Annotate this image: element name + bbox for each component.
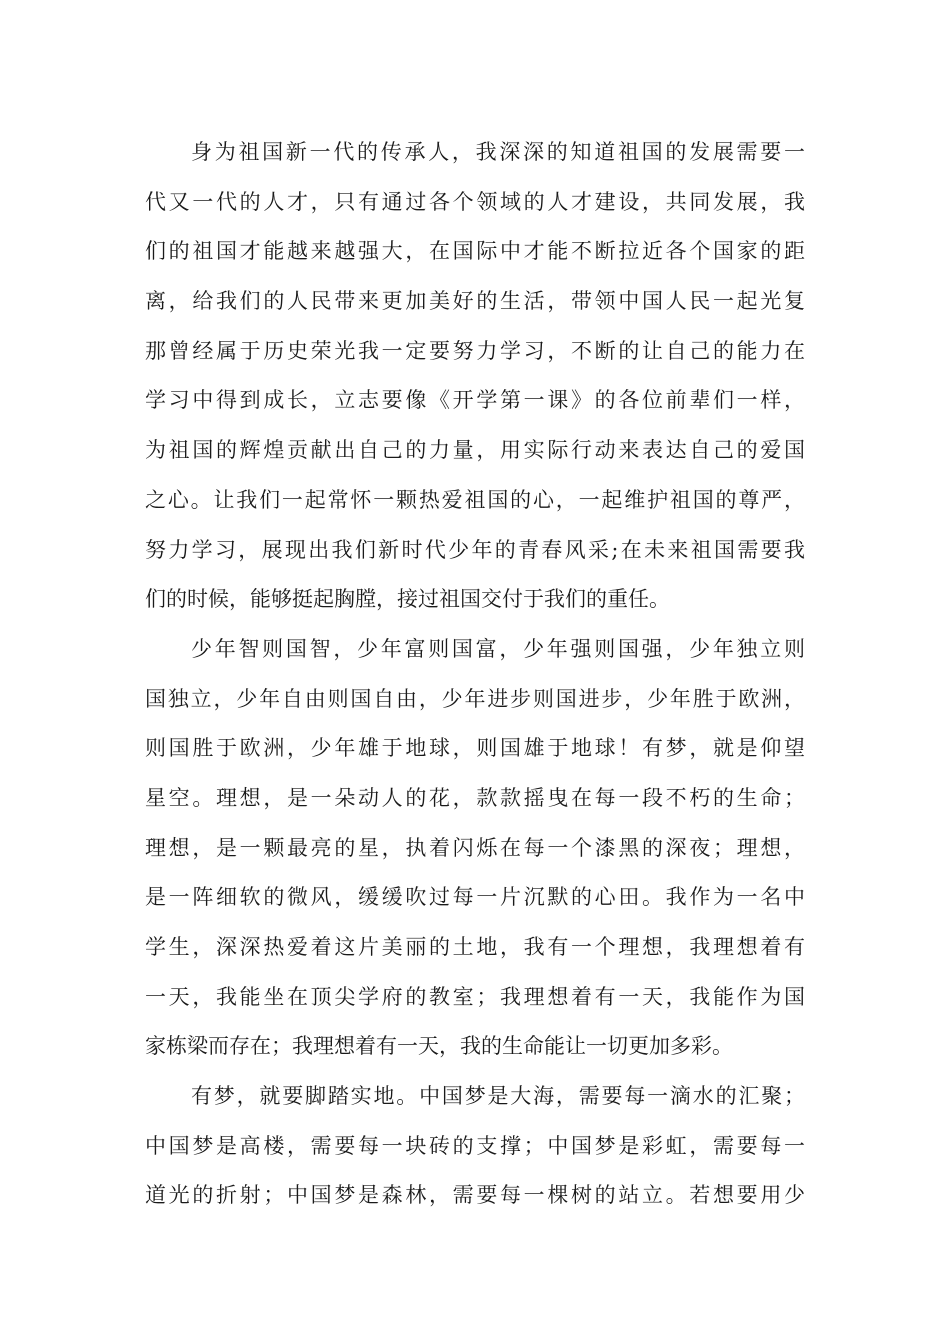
paragraph-2-line-5: 理想，是一颗最亮的星，执着闪烁在每一个漆黑的深夜；理想，	[145, 835, 805, 860]
paragraph-2-line-8: 一天，我能坐在顶尖学府的教室；我理想着有一天，我能作为国	[145, 984, 805, 1009]
paragraph-1-line-4: 离，给我们的人民带来更加美好的生活，带领中国人民一起光复	[145, 289, 805, 314]
paragraph-1-line-7: 为祖国的辉煌贡献出自己的力量，用实际行动来表达自己的爱国	[145, 438, 805, 463]
paragraph-1-line-10: 们的时候，能够挺起胸膛，接过祖国交付于我们的重任。	[145, 587, 670, 612]
document-body	[145, 128, 805, 1221]
paragraph-1-line-1: 身为祖国新一代的传承人，我深深的知道祖国的发展需要一	[191, 140, 805, 164]
paragraph-1-line-5: 那曾经属于历史荣光我一定要努力学习，不断的让自己的能力在	[145, 338, 805, 363]
paragraph-2-line-1: 少年智则国智，少年富则国富，少年强则国强，少年独立则	[191, 636, 805, 661]
paragraph-2-line-9: 家栋梁而存在；我理想着有一天，我的生命能让一切更加多彩。	[145, 1034, 733, 1059]
paragraph-1-line-9: 努力学习，展现出我们新时代少年的青春风采;在未来祖国需要我	[145, 537, 805, 562]
paragraph-2-line-6: 是一阵细软的微风，缓缓吹过每一片沉默的心田。我作为一名中	[145, 885, 805, 910]
paragraph-1-line-6: 学习中得到成长，立志要像《开学第一课》的各位前辈们一样，	[145, 388, 805, 413]
paragraph-2-line-4: 星空。理想，是一朵动人的花，款款摇曳在每一段不朽的生命；	[145, 785, 805, 810]
paragraph-2-line-7: 学生，深深热爱着这片美丽的土地，我有一个理想，我理想着有	[145, 935, 805, 959]
paragraph-2-line-3: 则国胜于欧洲，少年雄于地球，则国雄于地球！有梦，就是仰望	[145, 736, 805, 761]
paragraph-1-line-2: 代又一代的人才，只有通过各个领域的人才建设，共同发展，我	[145, 189, 805, 214]
paragraph-2-line-2: 国独立，少年自由则国自由，少年进步则国进步，少年胜于欧洲，	[145, 686, 805, 711]
paragraph-3-line-3: 道光的折射；中国梦是森林，需要每一棵树的站立。若想要用少	[145, 1183, 805, 1208]
paragraph-1-line-8: 之心。让我们一起常怀一颗热爱祖国的心，一起维护祖国的尊严，	[145, 487, 805, 512]
paragraph-1-line-3: 们的祖国才能越来越强大，在国际中才能不断拉近各个国家的距	[145, 239, 805, 264]
paragraph-3-line-2: 中国梦是高楼，需要每一块砖的支撑；中国梦是彩虹，需要每一	[145, 1133, 805, 1158]
paragraph-3-line-1: 有梦，就要脚踏实地。中国梦是大海，需要每一滴水的汇聚；	[191, 1084, 805, 1109]
